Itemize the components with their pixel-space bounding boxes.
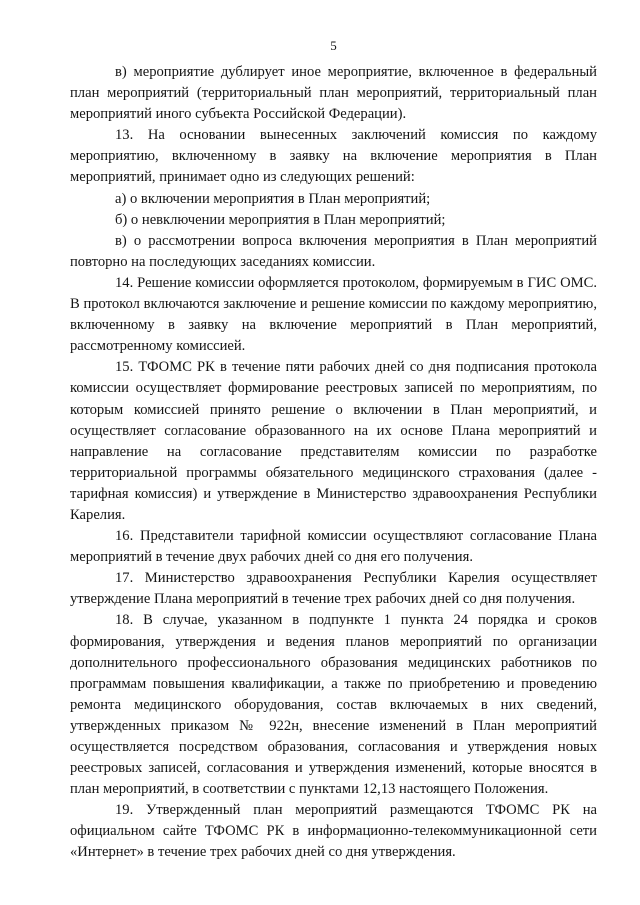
document-body <box>70 62 597 864</box>
paragraph-17: 17. Министерство здравоохранения Республики Карелия осуществляет утверждение Плана мероприятий в течение трех рабочих дней со дня получения. <box>70 570 597 608</box>
paragraph-16: 16. Представители тарифной комиссии осуществляют согласование Плана мероприятий в течение двух рабочих дней со дня его получения. <box>70 528 597 566</box>
paragraph-13: 13. На основании вынесенных заключений комиссия по каждому мероприятию, включенному в заявку на включение мероприятия в План мероприятий, принимает одно из следующих решений: <box>70 127 597 186</box>
paragraph-13-item-b: б) о невключении мероприятия в План мероприятий; <box>115 211 446 228</box>
paragraph-18: 18. В случае, указанном в подпункте 1 пункта 24 порядка и сроков формирования, утверждения и ведения планов мероприятий по организации дополнительного профессионального образования медицинских работников по программам повышения квалификации, а также по приобретению и проведению ремонта медицинского оборудования, состав включаемых в них сведений, утвержденных приказом № 922н, внесение изменений в План мероприятий осуществляется посредством образования, согласования и утверждения новых реестровых записей, согласования и утверждения изменений, которые вносятся в план мероприятий, в соответствии с пунктами 12,13 настоящего Положения. <box>70 612 597 798</box>
paragraph-12-item-v: в) мероприятие дублирует иное мероприятие, включенное в федеральный план мероприятий (территориальный план мероприятий, территориальный план мероприятий иного субъекта Российской Федерации). <box>70 64 597 123</box>
paragraph-13-item-a: а) о включении мероприятия в План мероприятий; <box>115 190 431 207</box>
document-page <box>70 0 597 905</box>
paragraph-14: 14. Решение комиссии оформляется протоколом, формируемым в ГИС ОМС. В протокол включаются заключение и решение комиссии по каждому мероприятию, включенному в заявку на включение мероприятий в План мероприятий, рассмотренному комиссией. <box>70 274 597 355</box>
page-number: 5 <box>330 38 337 53</box>
paragraph-13-item-v: в) о рассмотрении вопроса включения мероприятия в План мероприятий повторно на последующих заседаниях комиссии. <box>70 232 597 270</box>
paragraph-19: 19. Утвержденный план мероприятий размещаются ТФОМС РК на официальном сайте ТФОМС РК в информационно-телекоммуникационной сети «Интернет» в течение трех рабочих дней со дня утверждения. <box>70 802 597 861</box>
paragraph-15: 15. ТФОМС РК в течение пяти рабочих дней со дня подписания протокола комиссии осуществляет формирование реестровых записей по мероприятиям, по которым комиссией принято решение о включении в План мероприятий, и осуществляет согласование образованного на их основе Плана мероприятий и направление на согласование представителям комиссии по разработке территориальной программы обязательного медицинского страхования (далее - тарифная комиссия) и утверждение в Министерство здравоохранения Республики Карелия. <box>70 359 597 523</box>
